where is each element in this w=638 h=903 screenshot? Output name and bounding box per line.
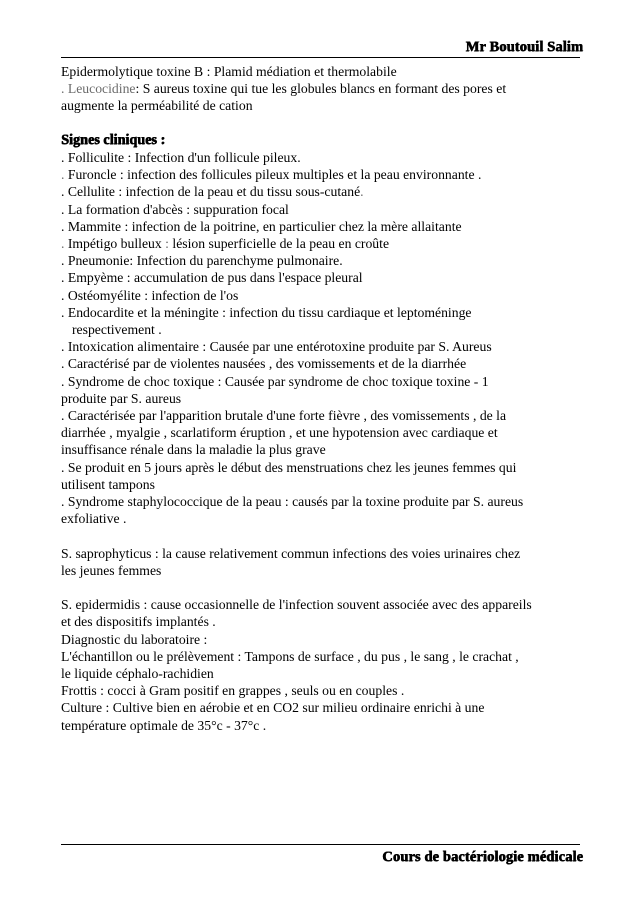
signe-furoncle	[61, 166, 581, 183]
signe-pneumonie: . Pneumonie: Infection du parenchyme pulmonaire.	[61, 253, 343, 269]
diagnostic-echantillon-cont: le liquide céphalo-rachidien	[61, 666, 214, 682]
signe-endocardite: . Endocardite et la méningite : infection du tissu cardiaque et leptoméninge	[61, 304, 472, 320]
spacer	[61, 115, 581, 132]
epidermidis-line-1: S. epidermidis : cause occasionnelle de l'infection souvent associée avec des appareils	[61, 597, 532, 613]
signe-fievre-cont-1: diarrhée , myalgie , scarlatiform éruption , et une hypotension avec cardiaque et	[61, 425, 498, 441]
header-divider	[61, 57, 580, 58]
cellulite-text: . Cellulite : infection de la peau et du tissu sous-cutané	[61, 184, 361, 200]
signe-fievre: . Caractérisée par l'apparition brutale d'une forte fièvre , des vomissements , de la	[61, 408, 507, 424]
spacer	[61, 527, 581, 544]
impetigo-bullet: .	[61, 236, 65, 252]
saprophyticus-line-2: les jeunes femmes	[61, 562, 162, 578]
section-title-signes: Signes cliniques :	[61, 131, 166, 148]
epidermidis-line-2: et des dispositifs implantés .	[61, 614, 216, 630]
signe-ssss-cont: exfoliative .	[61, 511, 127, 527]
toxin-epidermolytique: Epidermolytique toxine B : Plamid médiation et thermolabile	[61, 64, 397, 79]
signe-impetigo	[61, 235, 581, 252]
footer-divider	[61, 844, 580, 845]
toxin-leucocidine-cont: augmente la perméabilité de cation	[61, 98, 253, 114]
leucocidine-desc: : S aureus toxine qui tue les globules blancs en formant des pores et	[135, 81, 507, 97]
footer-course-title: Cours de bactériologie médicale	[382, 849, 583, 865]
signe-fievre-cont-2: insuffisance rénale dans la maladie la plus grave	[61, 442, 326, 458]
signe-ssss: . Syndrome staphylococcique de la peau : causés par la toxine produite par S. aureus	[61, 494, 524, 510]
page-content	[61, 63, 581, 734]
impetigo-term: Impétigo bulleux	[64, 236, 166, 252]
signe-nausees: . Caractérisé par de violentes nausées , des vomissements et de la diarrhée	[61, 356, 467, 372]
signe-folliculite: . Folliculite : Infection d'un follicule pileux.	[61, 150, 301, 165]
saprophyticus-line-1: S. saprophyticus : la cause relativement commun infections des voies urinaires chez	[61, 545, 521, 561]
signe-abces: . La formation d'abcès : suppuration focal	[61, 201, 289, 217]
impetigo-desc: lésion superficielle de la peau en croûte	[168, 236, 390, 252]
spacer	[61, 579, 581, 596]
signe-menstruation: . Se produit en 5 jours après le début des menstruations chez les jeunes femmes qui	[61, 459, 517, 475]
diagnostic-echantillon: L'échantillon ou le prélèvement : Tampons de surface , du pus , le sang , le crachat ,	[61, 648, 519, 664]
cellulite-period: .	[360, 184, 364, 200]
signe-endocardite-cont: respectivement .	[72, 322, 162, 338]
signe-osteomyelite: . Ostéomyélite : infection de l'os	[61, 287, 239, 303]
signe-empyeme: . Empyème : accumulation de pus dans l'espace pleural	[61, 270, 363, 286]
toxin-leucocidine	[61, 80, 581, 97]
diagnostic-culture-cont: température optimale de 35°c - 37°c .	[61, 717, 267, 733]
leucocidine-term: Leucocidine	[67, 81, 136, 97]
furoncle-bullet: .	[61, 167, 65, 183]
signe-cellulite	[61, 183, 581, 200]
diagnostic-title: Diagnostic du laboratoire :	[61, 631, 208, 647]
impetigo-colon: :	[165, 236, 169, 252]
signe-intoxication: . Intoxication alimentaire : Causée par une entérotoxine produite par S. Aureus	[61, 339, 492, 355]
furoncle-text: Furoncle : infection des follicules pileux multiples et la peau environnante .	[64, 167, 482, 183]
leucocidine-bullet: .	[61, 81, 68, 97]
signe-mammite: . Mammite : infection de la poitrine, en particulier chez la mère allaitante	[61, 218, 462, 234]
diagnostic-culture: Culture : Cultive bien en aérobie et en CO2 sur milieu ordinaire enrichi à une	[61, 700, 485, 716]
signe-menstruation-cont: utilisent tampons	[61, 476, 155, 492]
signe-choc-toxique-cont: produite par S. aureus	[61, 390, 182, 406]
diagnostic-frottis: Frottis : cocci à Gram positif en grappes , seuls ou en couples .	[61, 683, 405, 699]
signe-choc-toxique: . Syndrome de choc toxique : Causée par syndrome de choc toxique toxine - 1	[61, 373, 489, 389]
header-author: Mr Boutouil Salim	[465, 39, 583, 55]
